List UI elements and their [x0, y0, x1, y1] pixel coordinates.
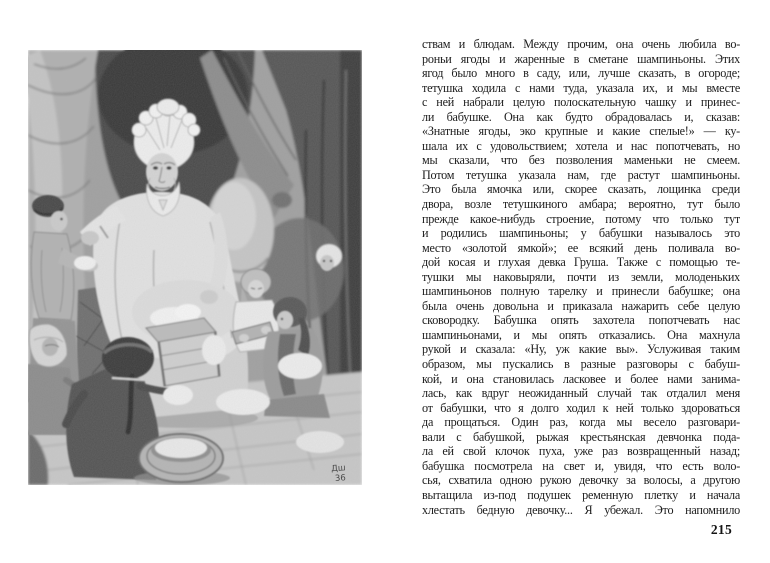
- text-line: ягод было много в саду, или, лучше сказать, в огороде;: [422, 66, 740, 81]
- text-line: от бабушки, что я долго ходил к ней только здороваться: [422, 400, 740, 415]
- text-line: дой косая и глухая девка Груша. Также с помощью те-: [422, 255, 740, 270]
- text-line: роньи ягоды и жаренные в сметане шампиньоны. Этих: [422, 51, 740, 66]
- text-line: шала их с удовольствием; хотела и нас попотчевать, но: [422, 138, 740, 153]
- text-line: вытащила из-под подушек ременную плетку и начала: [422, 487, 740, 502]
- text-line: лась, как вдруг неожиданный случай так отдалил меня: [422, 386, 740, 401]
- text-line: с ней набрали целую полоскательную чашку и принес-: [422, 95, 740, 110]
- text-line: двора, возле тетушкиного амбара; вероятно, тут было: [422, 197, 740, 212]
- pencil-grain-texture: [28, 50, 362, 485]
- text-line: рукой и сказала: «Ну, уж какие вы». Услуживая таким: [422, 342, 740, 357]
- text-line: прежде какое-нибудь строение, потому что только тут: [422, 211, 740, 226]
- artist-signature: Дш: [330, 463, 347, 475]
- text-line: и родились шампиньоны; у бабушки называлось это: [422, 226, 740, 241]
- text-line: шампиньонов полную тарелку и принесли бабушке; она: [422, 284, 740, 299]
- page-number: 215: [710, 522, 732, 537]
- text-line: бабушка посмотрела на свет и, увидя, что есть воло-: [422, 458, 740, 473]
- text-line: да прощаться. Один раз, когда мы весело разговари-: [422, 415, 740, 430]
- artist-signature-year: 36: [334, 473, 347, 484]
- text-line: кой, и она становилась ласковее и более нами занима-: [422, 371, 740, 386]
- text-line: сковородку. Бабушка опять захотела попотчевать нас: [422, 313, 740, 328]
- text-line: сья, схватила одною рукою девочку за волосы, а другою: [422, 473, 740, 488]
- text-line: ствам и блюдам. Между прочим, она очень любила во-: [422, 37, 740, 51]
- text-line: шампиньонами, и мы опять отказались. Она махнула: [422, 327, 740, 342]
- text-line: Потом тетушка указала нам, где растут шампиньоны.: [422, 167, 740, 182]
- text-line: ли бабушке. Она как будто обрадовалась и, сказав:: [422, 109, 740, 124]
- text-line: тушки мы наковыряли, почти из земли, молоденьких: [422, 269, 740, 284]
- text-line: «Знатные ягоды, эко крупные и какие спелые!» — ку-: [422, 124, 740, 139]
- text-line: место «золотой ямкой»; ее всякий день поливала во-: [422, 240, 740, 255]
- text-line: ла ей свой клочок пуха, уже раз возвращенный назад;: [422, 444, 740, 459]
- text-line: мы сказали, что без позволения маменьки не смеем.: [422, 153, 740, 168]
- text-line: вали с бабушкой, рыжая крестьянская девчонка пода-: [422, 429, 740, 444]
- text-line: Это была ямочка или, скорее сказать, лощинка среди: [422, 182, 740, 197]
- text-line: образом, мы пускались в разные разговоры с бабуш-: [422, 357, 740, 372]
- text-line: хлестать бедную девочку... Я убежал. Это напомнило: [422, 502, 740, 517]
- body-text: [422, 37, 740, 517]
- illustration-drawing: [28, 50, 362, 485]
- text-line: тетушка ходила с нами туда, указала их, и мы вместе: [422, 80, 740, 95]
- book-illustration: [28, 50, 362, 485]
- text-line: была очень довольна и приказала нажарить себе целую: [422, 298, 740, 313]
